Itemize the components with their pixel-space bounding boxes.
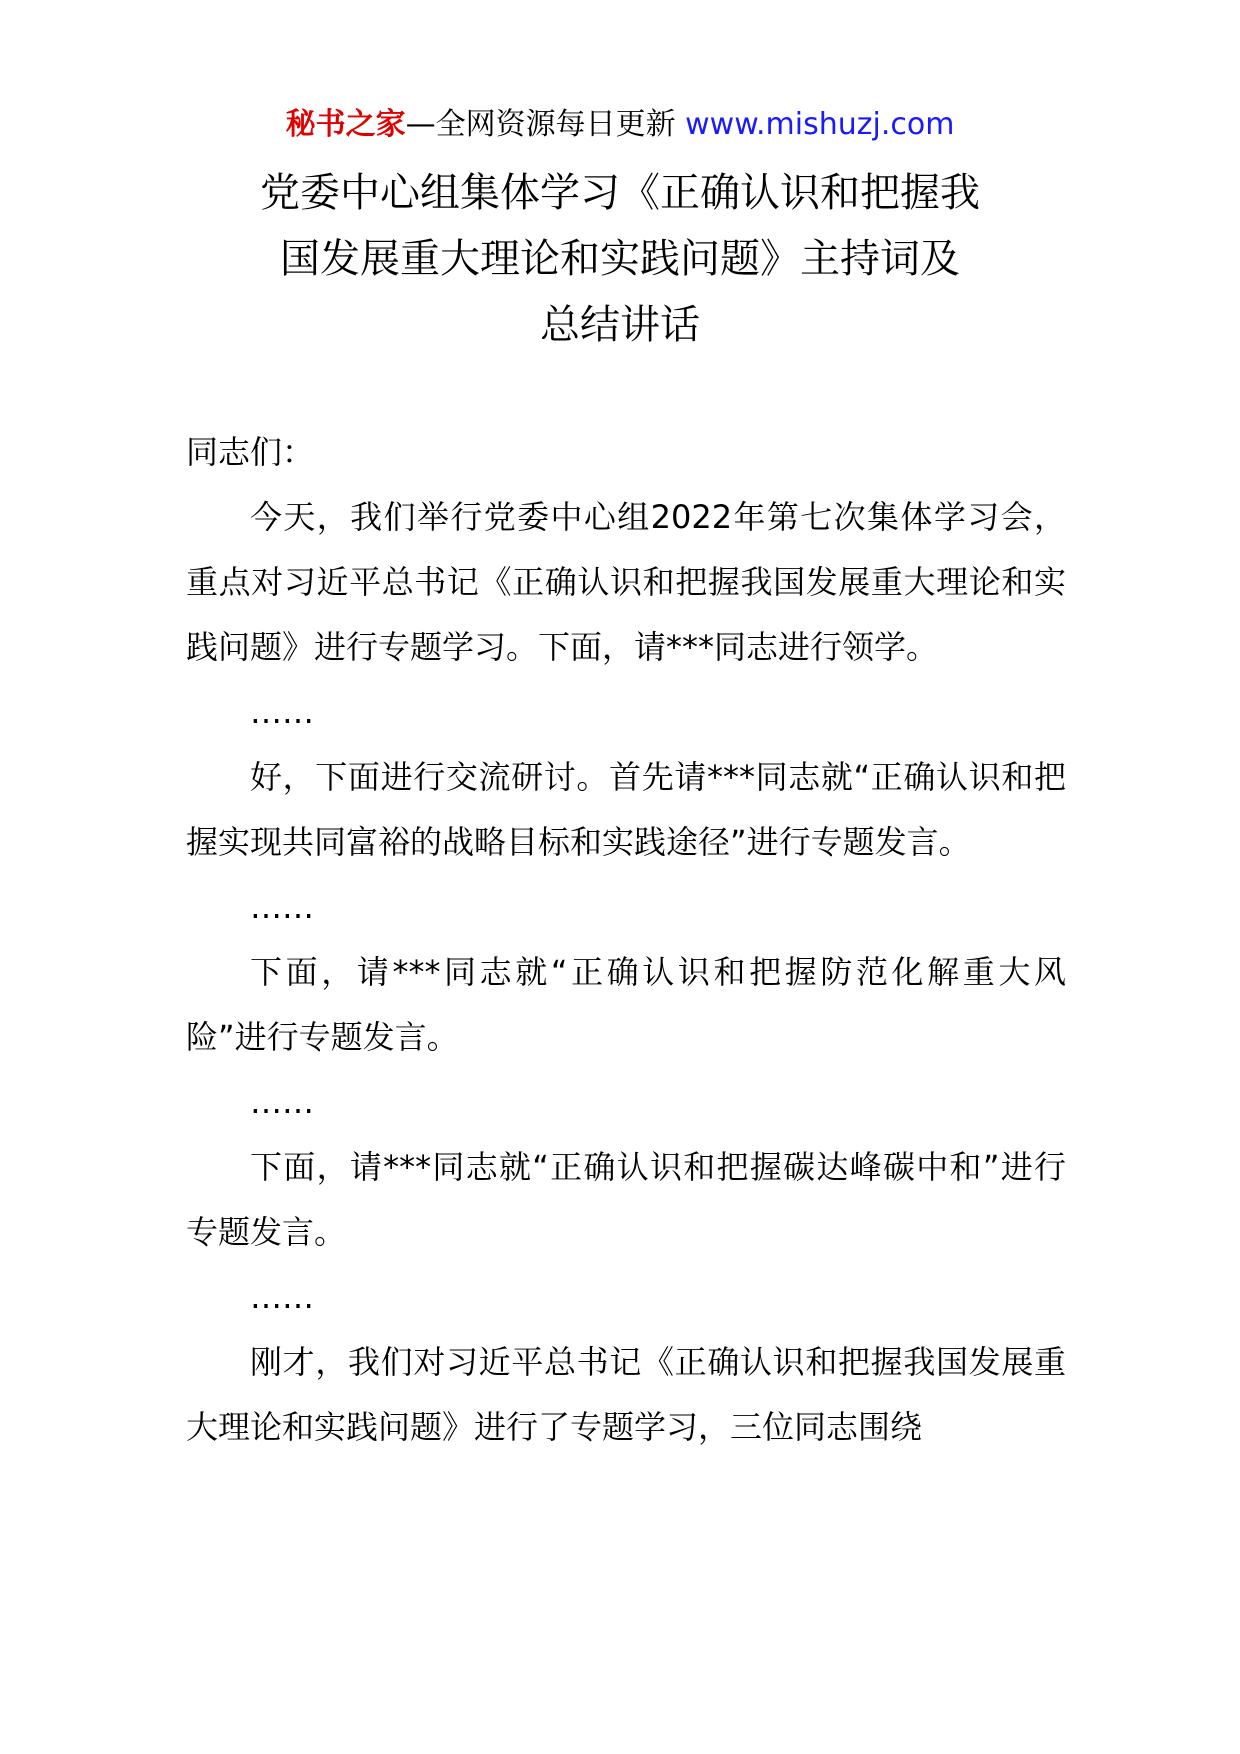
paragraph-carbon: 下面，请***同志就“正确认识和把握碳达峰碳中和”进行专题发言。: [186, 1148, 1066, 1251]
title-line-1: 党委中心组集体学习《正确认识和把握我: [260, 170, 980, 216]
ellipsis-2: ……: [250, 888, 314, 926]
document-body: [186, 420, 1066, 1460]
brand-name: 秘书之家: [285, 107, 406, 142]
paragraph-discussion: 好，下面进行交流研讨。首先请***同志就“正确认识和把握实现共同富裕的战略目标和实践途径”进行专题发言。: [186, 758, 1066, 861]
paragraph-summary: 刚才，我们对习近平总书记《正确认识和把握我国发展重大理论和实践问题》进行了专题学习，三位同志围绕: [186, 1343, 1066, 1446]
salutation: 同志们：: [186, 433, 315, 471]
paragraph-opening: 今天，我们举行党委中心组2022年第七次集体学习会，重点对习近平总书记《正确认识和把握我国发展重大理论和实践问题》进行专题学习。下面，请***同志进行领学。: [186, 498, 1066, 666]
document-title: [150, 160, 1090, 358]
ellipsis-1: ……: [250, 693, 314, 731]
ellipsis-4: ……: [250, 1278, 314, 1316]
site-link[interactable]: www.mishuzj.com: [685, 107, 955, 142]
paragraph-risk: 下面，请***同志就“正确认识和把握防范化解重大风险”进行专题发言。: [186, 953, 1066, 1056]
banner-tagline: —全网资源每日更新: [405, 107, 676, 142]
title-line-2: 国发展重大理论和实践问题》主持词及: [280, 236, 960, 282]
ellipsis-3: ……: [250, 1083, 314, 1121]
site-banner: [0, 100, 1240, 150]
title-line-3: 总结讲话: [540, 302, 700, 348]
